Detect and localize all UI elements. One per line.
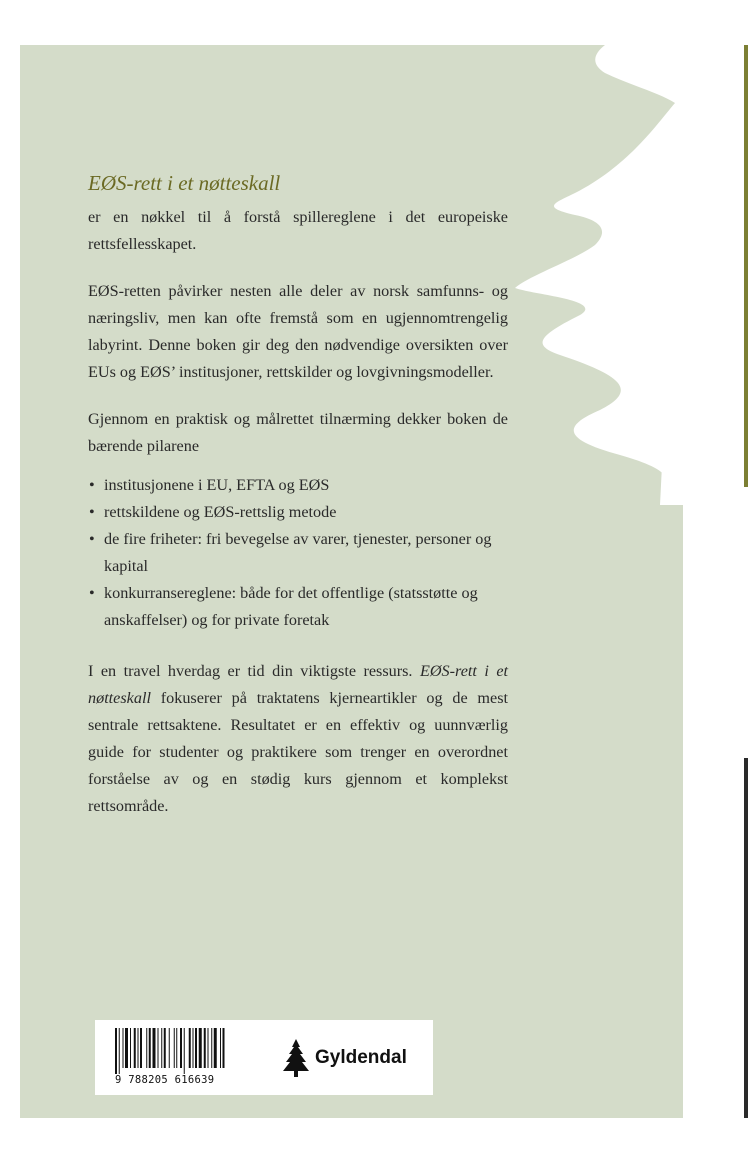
spine-accent-strip — [744, 45, 748, 487]
pillar-list — [88, 472, 508, 634]
tree-icon — [281, 1038, 311, 1078]
publisher-name: Gyldendal — [315, 1047, 407, 1068]
list-item: • de fire friheter: fri bevegelse av varer, tjenester, personer og kapital — [88, 526, 508, 580]
summary-start: I en travel hverdag er tid din viktigste ressurs. — [88, 662, 413, 680]
spine-dark-strip — [744, 758, 748, 1118]
book-title: EØS-rett i et nøtteskall — [88, 171, 281, 195]
summary-rest: fokuserer på traktatens kjerneartikler og de mest sentrale rettsaktene. Resultatet er en effektiv og uunnværlig guide for studenter og praktikere som trenger en overordnet forståelse av og en stødig kurs gjennom et komplekst rettsområde. — [88, 689, 509, 815]
publisher-logo — [281, 1038, 407, 1078]
paragraph-overview: EØS-retten påvirker nesten alle deler av norsk samfunns- og næringsliv, men kan ofte fremstå som en ugjennomtrengelig labyrint. Denne boken gir deg den nødvendige oversikten over EUs og EØS’ institusjoner, rettskilder og lovgivningsmodeller. — [88, 282, 508, 381]
summary-book-title: EØS-rett i et nøtteskall — [88, 662, 509, 707]
isbn-number: 9 788205 616639 — [115, 1074, 215, 1086]
list-item: • konkurransereglene: både for det offentlige (statsstøtte og anskaffelser) og for private foretak — [88, 580, 508, 634]
barcode — [111, 1028, 261, 1074]
intro-paragraph: er en nøkkel til å forstå spillereglene i det europeiske rettsfellesskapet. — [88, 208, 508, 253]
barcode-panel — [95, 1020, 433, 1095]
paragraph-pillars: Gjennom en praktisk og målrettet tilnærming dekker boken de bærende pilarene — [88, 410, 508, 455]
list-item: • rettskildene og EØS-rettslig metode — [88, 499, 508, 526]
list-item: • institusjonene i EU, EFTA og EØS — [88, 472, 508, 499]
paragraph-summary — [88, 658, 508, 820]
blurb — [88, 168, 508, 840]
